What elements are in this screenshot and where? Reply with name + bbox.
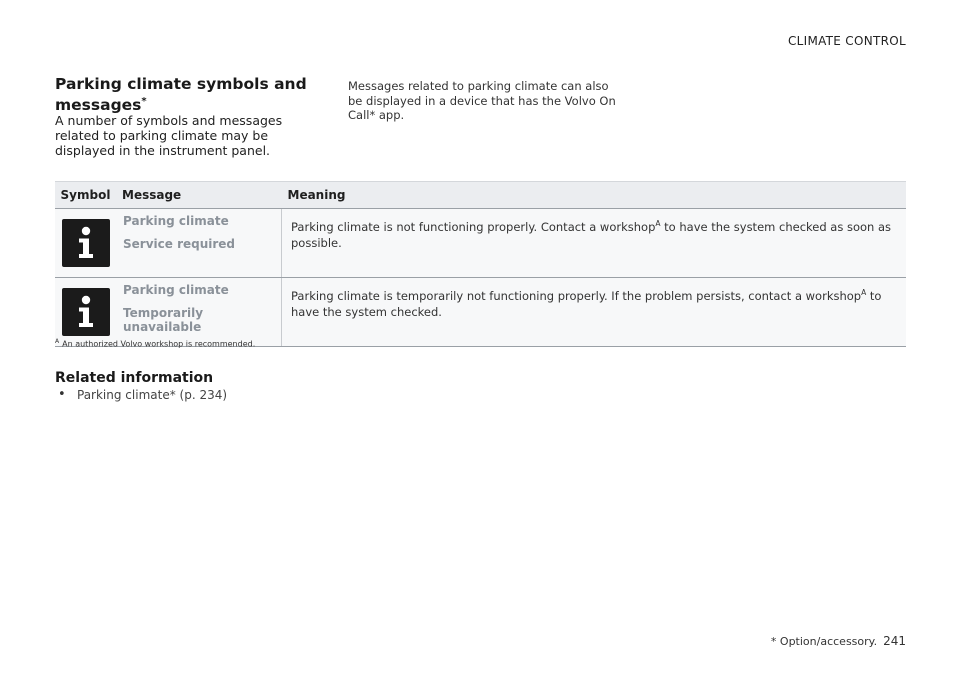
related-information-list	[55, 388, 227, 402]
footnote-ref: A	[861, 288, 867, 297]
message-status: Service required	[123, 237, 236, 251]
meaning-column-header: Meaning	[282, 182, 907, 209]
message-status: Temporarily unavailable	[123, 306, 204, 334]
intro-left-paragraph: A number of symbols and messages related to parking climate may be displayed in the instrument panel.	[55, 113, 283, 158]
related-information-heading: Related information	[55, 370, 214, 386]
message-column-header: Message	[116, 182, 282, 209]
section-header: CLIMATE CONTROL	[787, 34, 906, 48]
symbol-cell	[55, 209, 116, 278]
info-icon	[62, 219, 110, 267]
footnote-text: An authorized Volvo workshop is recommended.	[62, 339, 256, 349]
option-mark: *	[141, 96, 147, 107]
message-title: Parking climate	[123, 214, 229, 228]
table-row	[55, 278, 906, 347]
symbol-column-header: Symbol	[55, 182, 116, 209]
symbol-cell	[55, 278, 116, 347]
meaning-text: Parking climate is temporarily not functioning properly. If the problem persists, contact a workshop	[291, 288, 862, 303]
page-footer	[771, 634, 906, 648]
intro-right-paragraph: Messages related to parking climate can also be displayed in a device that has the Volvo On Call* app.	[348, 79, 616, 122]
message-cell	[116, 209, 282, 278]
page-number: 241	[883, 634, 906, 648]
meaning-text-end: to have the system checked as soon as possible.	[291, 219, 892, 250]
option-accessory-note: * Option/accessory.	[770, 635, 878, 648]
meaning-cell	[282, 209, 907, 278]
meaning-text: Parking climate is not functioning properly. Contact a workshop	[291, 219, 656, 234]
table-header-row	[55, 182, 906, 209]
message-cell	[116, 278, 282, 347]
page-title	[55, 76, 325, 114]
table-footnote	[55, 338, 255, 349]
info-icon	[62, 288, 110, 336]
title-text: Parking climate symbols and messages	[55, 75, 307, 115]
related-link-parking-climate[interactable]: • Parking climate* (p. 234)	[55, 388, 227, 402]
footnote-ref: A	[655, 219, 661, 228]
message-title: Parking climate	[123, 283, 229, 297]
meaning-text-end: to have the system checked.	[291, 288, 882, 319]
meaning-cell	[282, 278, 907, 347]
table-row	[55, 209, 906, 278]
messages-table	[55, 181, 906, 347]
footnote-mark: A	[55, 338, 60, 345]
